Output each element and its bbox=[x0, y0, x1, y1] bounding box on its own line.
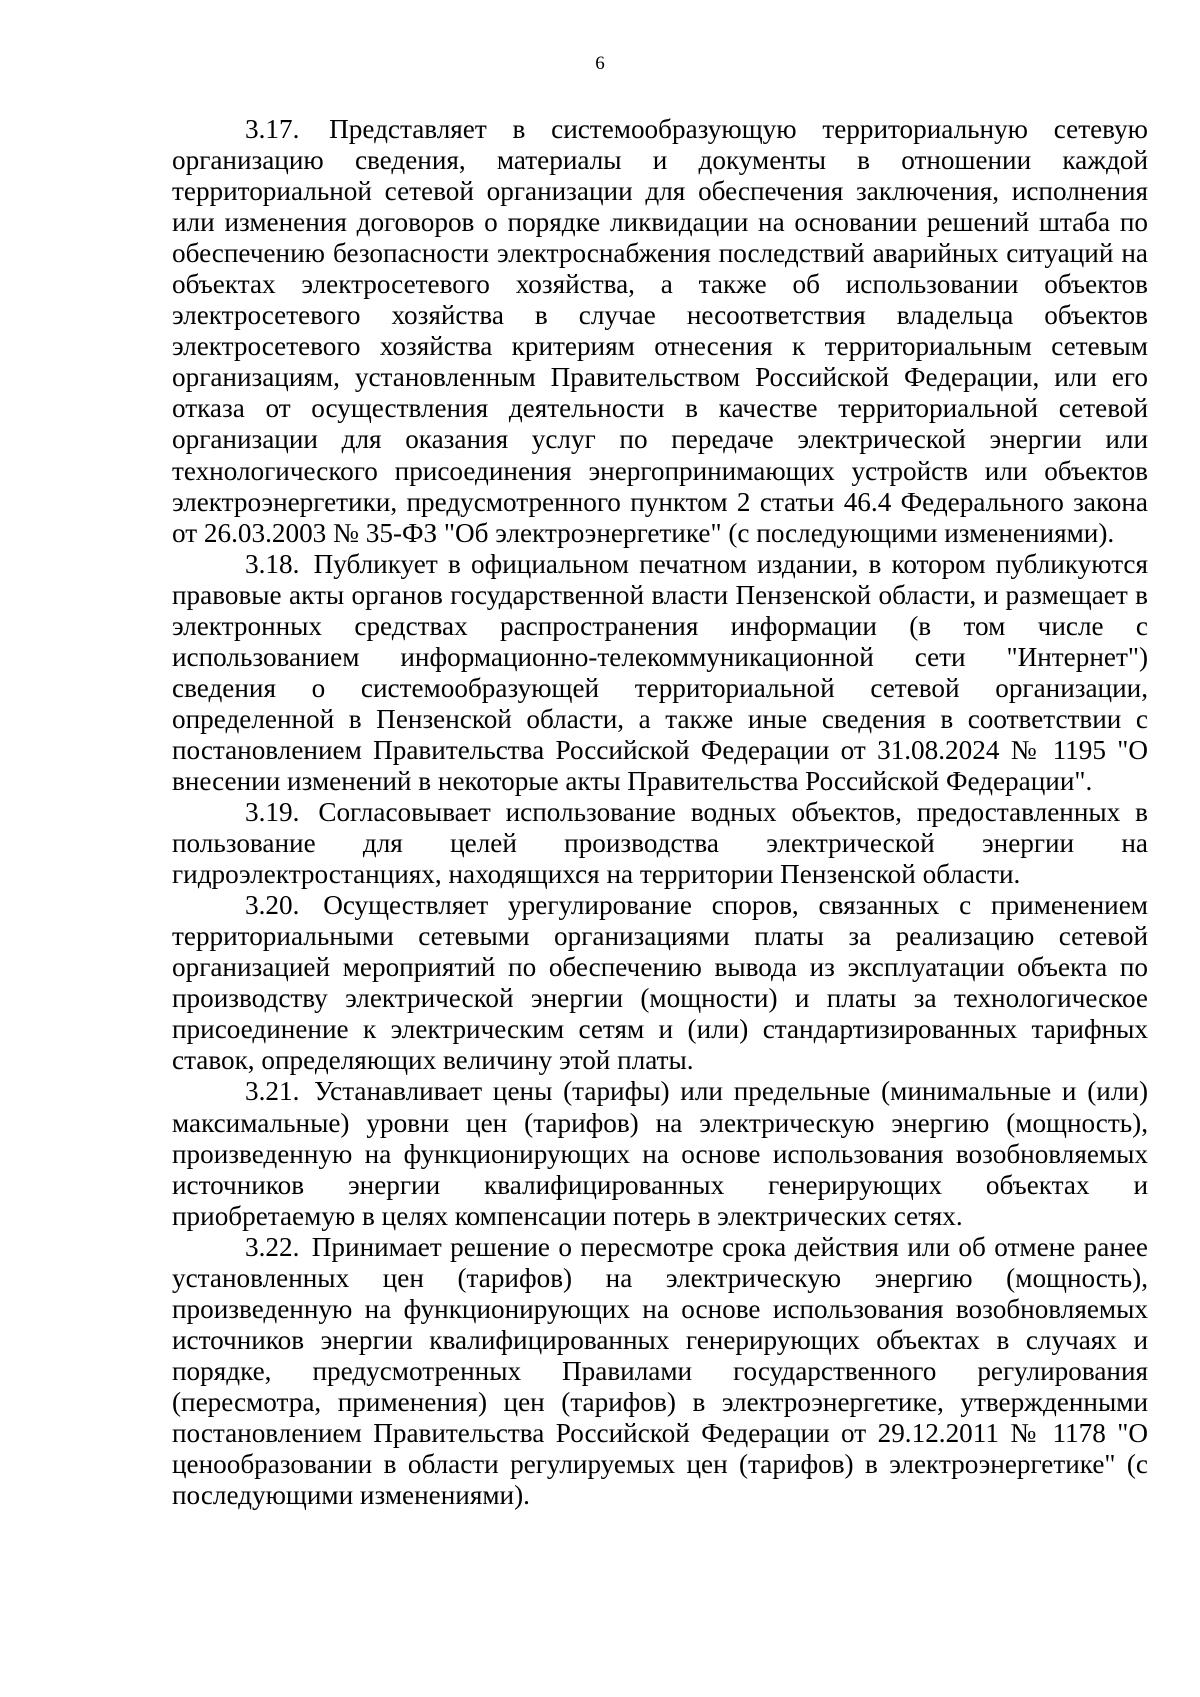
clause-text: Устанавливает цены (тарифы) или предельные (минимальные и (или) максимальные) уровни цен (тарифов) на электрическую энергию (мощность), произведенную на функционирующих на основе использования возобновляемых источников энергии квалифицированных генерирующих объектах и приобретаемую в целях компенсации потерь в электрических сетях. bbox=[172, 1076, 1148, 1231]
paragraph-3-19 bbox=[172, 797, 1148, 890]
paragraph-3-22 bbox=[172, 1232, 1148, 1511]
clause-text: Представляет в системообразующую территориальную сетевую организацию сведения, материалы и документы в отношении каждой территориальной сетевой организации для обеспечения заключения, исполнения или изменения договоров о порядке ликвидации на основании решений штаба по обеспечению безопасности электроснабжения последствий аварийных ситуаций на объектах электросетевого хозяйства, а также об использовании объектов электросетевого хозяйства в случае несоответствия владельца объектов электросетевого хозяйства критериям отнесения к территориальным сетевым организациям, установленным Правительством Российской Федерации, или его отказа от осуществления деятельности в качестве территориальной сетевой организации для оказания услуг по передаче электрической энергии или технологического присоединения энергопринимающих устройств или объектов электроэнергетики, предусмотренного пунктом 2 статьи 46.4 Федерального закона от 26.03.2003 № 35-ФЗ "Об электроэнергетике" (с последующими изменениями). bbox=[172, 114, 1148, 548]
clause-number: 3.17. bbox=[245, 114, 300, 144]
page-number: 6 bbox=[595, 53, 605, 74]
paragraph-3-21 bbox=[172, 1076, 1148, 1231]
paragraph-3-18 bbox=[172, 549, 1148, 797]
paragraph-3-17 bbox=[172, 114, 1148, 549]
clause-number: 3.21. bbox=[245, 1076, 300, 1107]
clause-text: Публикует в официальном печатном издании, в котором публикуются правовые акты органов государственной власти Пензенской области, и размещает в электронных средствах распространения информации (в том числе с использованием информационно-телекоммуникационной сети "Интернет") сведения о системообразующей территориальной сетевой организации, определенной в Пензенской области, а также иные сведения в соответствии с постановлением Правительства Российской Федерации от 31.08.2024 № 1195 "О внесении изменений в некоторые акты Правительства Российской Федерации". bbox=[172, 548, 1148, 796]
clause-number: 3.20. bbox=[245, 890, 300, 921]
clause-text: Осуществляет урегулирование споров, связанных с применением территориальными сетевыми организациями платы за реализацию сетевой организацией мероприятий по обеспечению вывода из эксплуатации объекта по производству электрической энергии (мощности) и платы за технологическое присоединение к электрическим сетям и (или) стандартизированных тарифных ставок, определяющих величину этой платы. bbox=[172, 890, 1148, 1076]
paragraph-3-20 bbox=[172, 890, 1148, 1076]
clause-number: 3.22. bbox=[245, 1231, 300, 1262]
clause-number: 3.19. bbox=[245, 797, 300, 828]
document-body bbox=[172, 114, 1148, 1511]
clause-number: 3.18. bbox=[245, 548, 300, 579]
clause-text: Принимает решение о пересмотре срока действия или об отмене ранее установленных цен (тарифов) на электрическую энергию (мощность), произведенную на функционирующих на основе использования возобновляемых источников энергии квалифицированных генерирующих объектах в случаях и порядке, предусмотренных Правилами государственного регулирования (пересмотра, применения) цен (тарифов) в электроэнергетике, утвержденными постановлением Правительства Российской Федерации от 29.12.2011 № 1178 "О ценообразовании в области регулируемых цен (тарифов) в электроэнергетике" (с последующими изменениями). bbox=[172, 1231, 1149, 1511]
clause-text: Согласовывает использование водных объектов, предоставленных в пользование для целей производства электрической энергии на гидроэлектростанциях, находящихся на территории Пензенской области. bbox=[172, 797, 1148, 890]
